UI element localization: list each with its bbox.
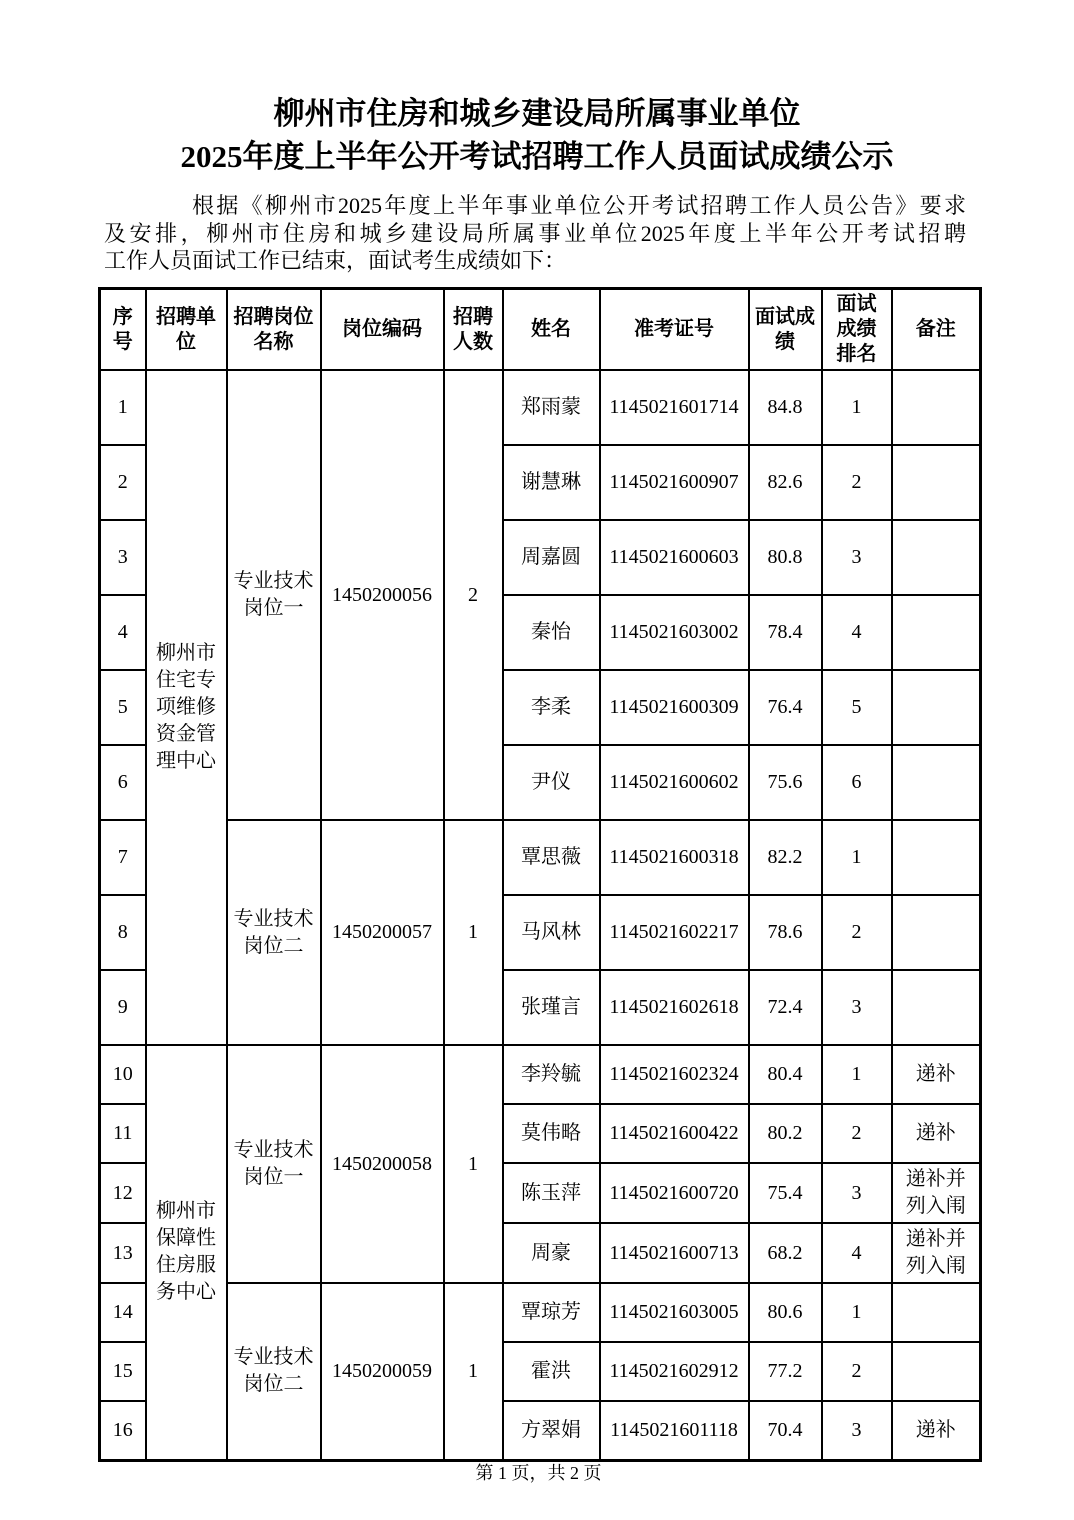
cell-seq: 5 <box>100 670 146 745</box>
cell-rank: 6 <box>822 745 892 820</box>
cell-remark <box>892 670 981 745</box>
results-table <box>98 287 982 1462</box>
cell-ticket: 1145021600309 <box>600 670 749 745</box>
cell-name: 方翠娟 <box>503 1401 600 1460</box>
cell-openings: 1 <box>444 1045 503 1283</box>
cell-name: 李羚毓 <box>503 1045 600 1104</box>
cell-ticket: 1145021602217 <box>600 895 749 970</box>
cell-remark <box>892 745 981 820</box>
cell-code: 1450200058 <box>321 1045 444 1283</box>
cell-score: 78.4 <box>749 595 822 670</box>
col-header-ticket: 准考证号 <box>600 289 749 371</box>
cell-score: 75.4 <box>749 1163 822 1223</box>
table-row <box>100 370 981 445</box>
cell-seq: 12 <box>100 1163 146 1223</box>
cell-score: 77.2 <box>749 1342 822 1401</box>
cell-name: 马风林 <box>503 895 600 970</box>
col-header-score: 面试成绩 <box>749 289 822 371</box>
cell-score: 76.4 <box>749 670 822 745</box>
cell-rank: 3 <box>822 970 892 1045</box>
col-header-rank: 面试成绩排名 <box>822 289 892 371</box>
cell-ticket: 1145021600422 <box>600 1104 749 1163</box>
cell-name: 陈玉萍 <box>503 1163 600 1223</box>
cell-ticket: 1145021602912 <box>600 1342 749 1401</box>
cell-openings: 1 <box>444 1283 503 1460</box>
cell-code: 1450200059 <box>321 1283 444 1460</box>
cell-ticket: 1145021600713 <box>600 1223 749 1283</box>
title-line-1: 柳州市住房和城乡建设局所属事业单位 <box>273 96 801 131</box>
cell-seq: 11 <box>100 1104 146 1163</box>
table-header-row <box>100 289 981 371</box>
cell-openings: 1 <box>444 820 503 1045</box>
cell-seq: 9 <box>100 970 146 1045</box>
cell-rank: 5 <box>822 670 892 745</box>
cell-score: 68.2 <box>749 1223 822 1283</box>
col-header-unit: 招聘单位 <box>146 289 227 371</box>
cell-seq: 14 <box>100 1283 146 1342</box>
cell-remark: 递补并列入闱 <box>892 1163 981 1223</box>
cell-name: 谢慧琳 <box>503 445 600 520</box>
cell-remark <box>892 595 981 670</box>
cell-seq: 1 <box>100 370 146 445</box>
cell-remark <box>892 520 981 595</box>
cell-ticket: 1145021600602 <box>600 745 749 820</box>
cell-rank: 1 <box>822 820 892 895</box>
cell-remark: 递补 <box>892 1104 981 1163</box>
cell-seq: 8 <box>100 895 146 970</box>
cell-rank: 1 <box>822 1045 892 1104</box>
cell-score: 70.4 <box>749 1401 822 1460</box>
table-row <box>100 820 981 895</box>
cell-name: 尹仪 <box>503 745 600 820</box>
col-header-name: 姓名 <box>503 289 600 371</box>
cell-seq: 15 <box>100 1342 146 1401</box>
cell-rank: 2 <box>822 895 892 970</box>
cell-name: 秦怡 <box>503 595 600 670</box>
cell-rank: 1 <box>822 370 892 445</box>
table-row <box>100 1045 981 1104</box>
cell-remark <box>892 1342 981 1401</box>
cell-seq: 3 <box>100 520 146 595</box>
cell-name: 覃思薇 <box>503 820 600 895</box>
cell-remark <box>892 970 981 1045</box>
cell-ticket: 1145021600907 <box>600 445 749 520</box>
cell-remark <box>892 1283 981 1342</box>
title-line-2: 2025年度上半年公开考试招聘工作人员面试成绩公示 <box>180 139 894 174</box>
col-header-code: 岗位编码 <box>321 289 444 371</box>
cell-seq: 7 <box>100 820 146 895</box>
cell-position: 专业技术岗位一 <box>227 1045 321 1283</box>
cell-score: 80.8 <box>749 520 822 595</box>
intro-line: 及安排，柳州市住房和城乡建设局所属事业单位2025年度上半年公开考试招聘 <box>104 220 966 246</box>
cell-rank: 4 <box>822 595 892 670</box>
cell-name: 莫伟略 <box>503 1104 600 1163</box>
cell-position: 专业技术岗位一 <box>227 370 321 820</box>
cell-seq: 2 <box>100 445 146 520</box>
cell-name: 张瑾言 <box>503 970 600 1045</box>
cell-remark: 递补并列入闱 <box>892 1223 981 1283</box>
cell-score: 82.2 <box>749 820 822 895</box>
col-header-seq: 序号 <box>100 289 146 371</box>
cell-openings: 2 <box>444 370 503 820</box>
cell-remark: 递补 <box>892 1045 981 1104</box>
cell-name: 李柔 <box>503 670 600 745</box>
cell-seq: 16 <box>100 1401 146 1460</box>
cell-ticket: 1145021600603 <box>600 520 749 595</box>
intro-paragraph <box>104 192 966 275</box>
intro-line: 工作人员面试工作已结束，面试考生成绩如下： <box>104 248 567 273</box>
cell-ticket: 1145021603005 <box>600 1283 749 1342</box>
cell-ticket: 1145021600318 <box>600 820 749 895</box>
cell-rank: 1 <box>822 1283 892 1342</box>
cell-rank: 2 <box>822 1342 892 1401</box>
cell-code: 1450200057 <box>321 820 444 1045</box>
cell-score: 80.6 <box>749 1283 822 1342</box>
cell-seq: 6 <box>100 745 146 820</box>
cell-rank: 4 <box>822 1223 892 1283</box>
cell-score: 72.4 <box>749 970 822 1045</box>
cell-seq: 13 <box>100 1223 146 1283</box>
col-header-openings: 招聘人数 <box>444 289 503 371</box>
cell-position: 专业技术岗位二 <box>227 820 321 1045</box>
cell-score: 78.6 <box>749 895 822 970</box>
cell-score: 75.6 <box>749 745 822 820</box>
cell-rank: 3 <box>822 1163 892 1223</box>
cell-ticket: 1145021600720 <box>600 1163 749 1223</box>
col-header-position: 招聘岗位名称 <box>227 289 321 371</box>
cell-unit: 柳州市保障性住房服务中心 <box>146 1045 227 1460</box>
cell-unit: 柳州市住宅专项维修资金管理中心 <box>146 370 227 1045</box>
cell-remark <box>892 370 981 445</box>
cell-score: 82.6 <box>749 445 822 520</box>
cell-remark <box>892 820 981 895</box>
cell-remark <box>892 895 981 970</box>
cell-position: 专业技术岗位二 <box>227 1283 321 1460</box>
cell-score: 84.8 <box>749 370 822 445</box>
page-footer: 第 1 页，共 2 页 <box>475 1463 602 1483</box>
cell-remark <box>892 445 981 520</box>
cell-score: 80.4 <box>749 1045 822 1104</box>
table-row <box>100 1283 981 1342</box>
cell-name: 周嘉圆 <box>503 520 600 595</box>
cell-ticket: 1145021602618 <box>600 970 749 1045</box>
cell-remark: 递补 <box>892 1401 981 1460</box>
cell-rank: 2 <box>822 1104 892 1163</box>
cell-code: 1450200056 <box>321 370 444 820</box>
intro-line: 根据《柳州市2025年度上半年事业单位公开考试招聘工作人员公告》要求 <box>192 193 966 218</box>
cell-seq: 10 <box>100 1045 146 1104</box>
cell-rank: 2 <box>822 445 892 520</box>
cell-ticket: 1145021603002 <box>600 595 749 670</box>
cell-ticket: 1145021601118 <box>600 1401 749 1460</box>
cell-seq: 4 <box>100 595 146 670</box>
cell-name: 覃琼芳 <box>503 1283 600 1342</box>
cell-ticket: 1145021602324 <box>600 1045 749 1104</box>
cell-name: 周豪 <box>503 1223 600 1283</box>
cell-name: 霍洪 <box>503 1342 600 1401</box>
col-header-remark: 备注 <box>892 289 981 371</box>
page-title <box>0 92 1074 178</box>
cell-name: 郑雨蒙 <box>503 370 600 445</box>
cell-ticket: 1145021601714 <box>600 370 749 445</box>
cell-rank: 3 <box>822 1401 892 1460</box>
cell-score: 80.2 <box>749 1104 822 1163</box>
cell-rank: 3 <box>822 520 892 595</box>
